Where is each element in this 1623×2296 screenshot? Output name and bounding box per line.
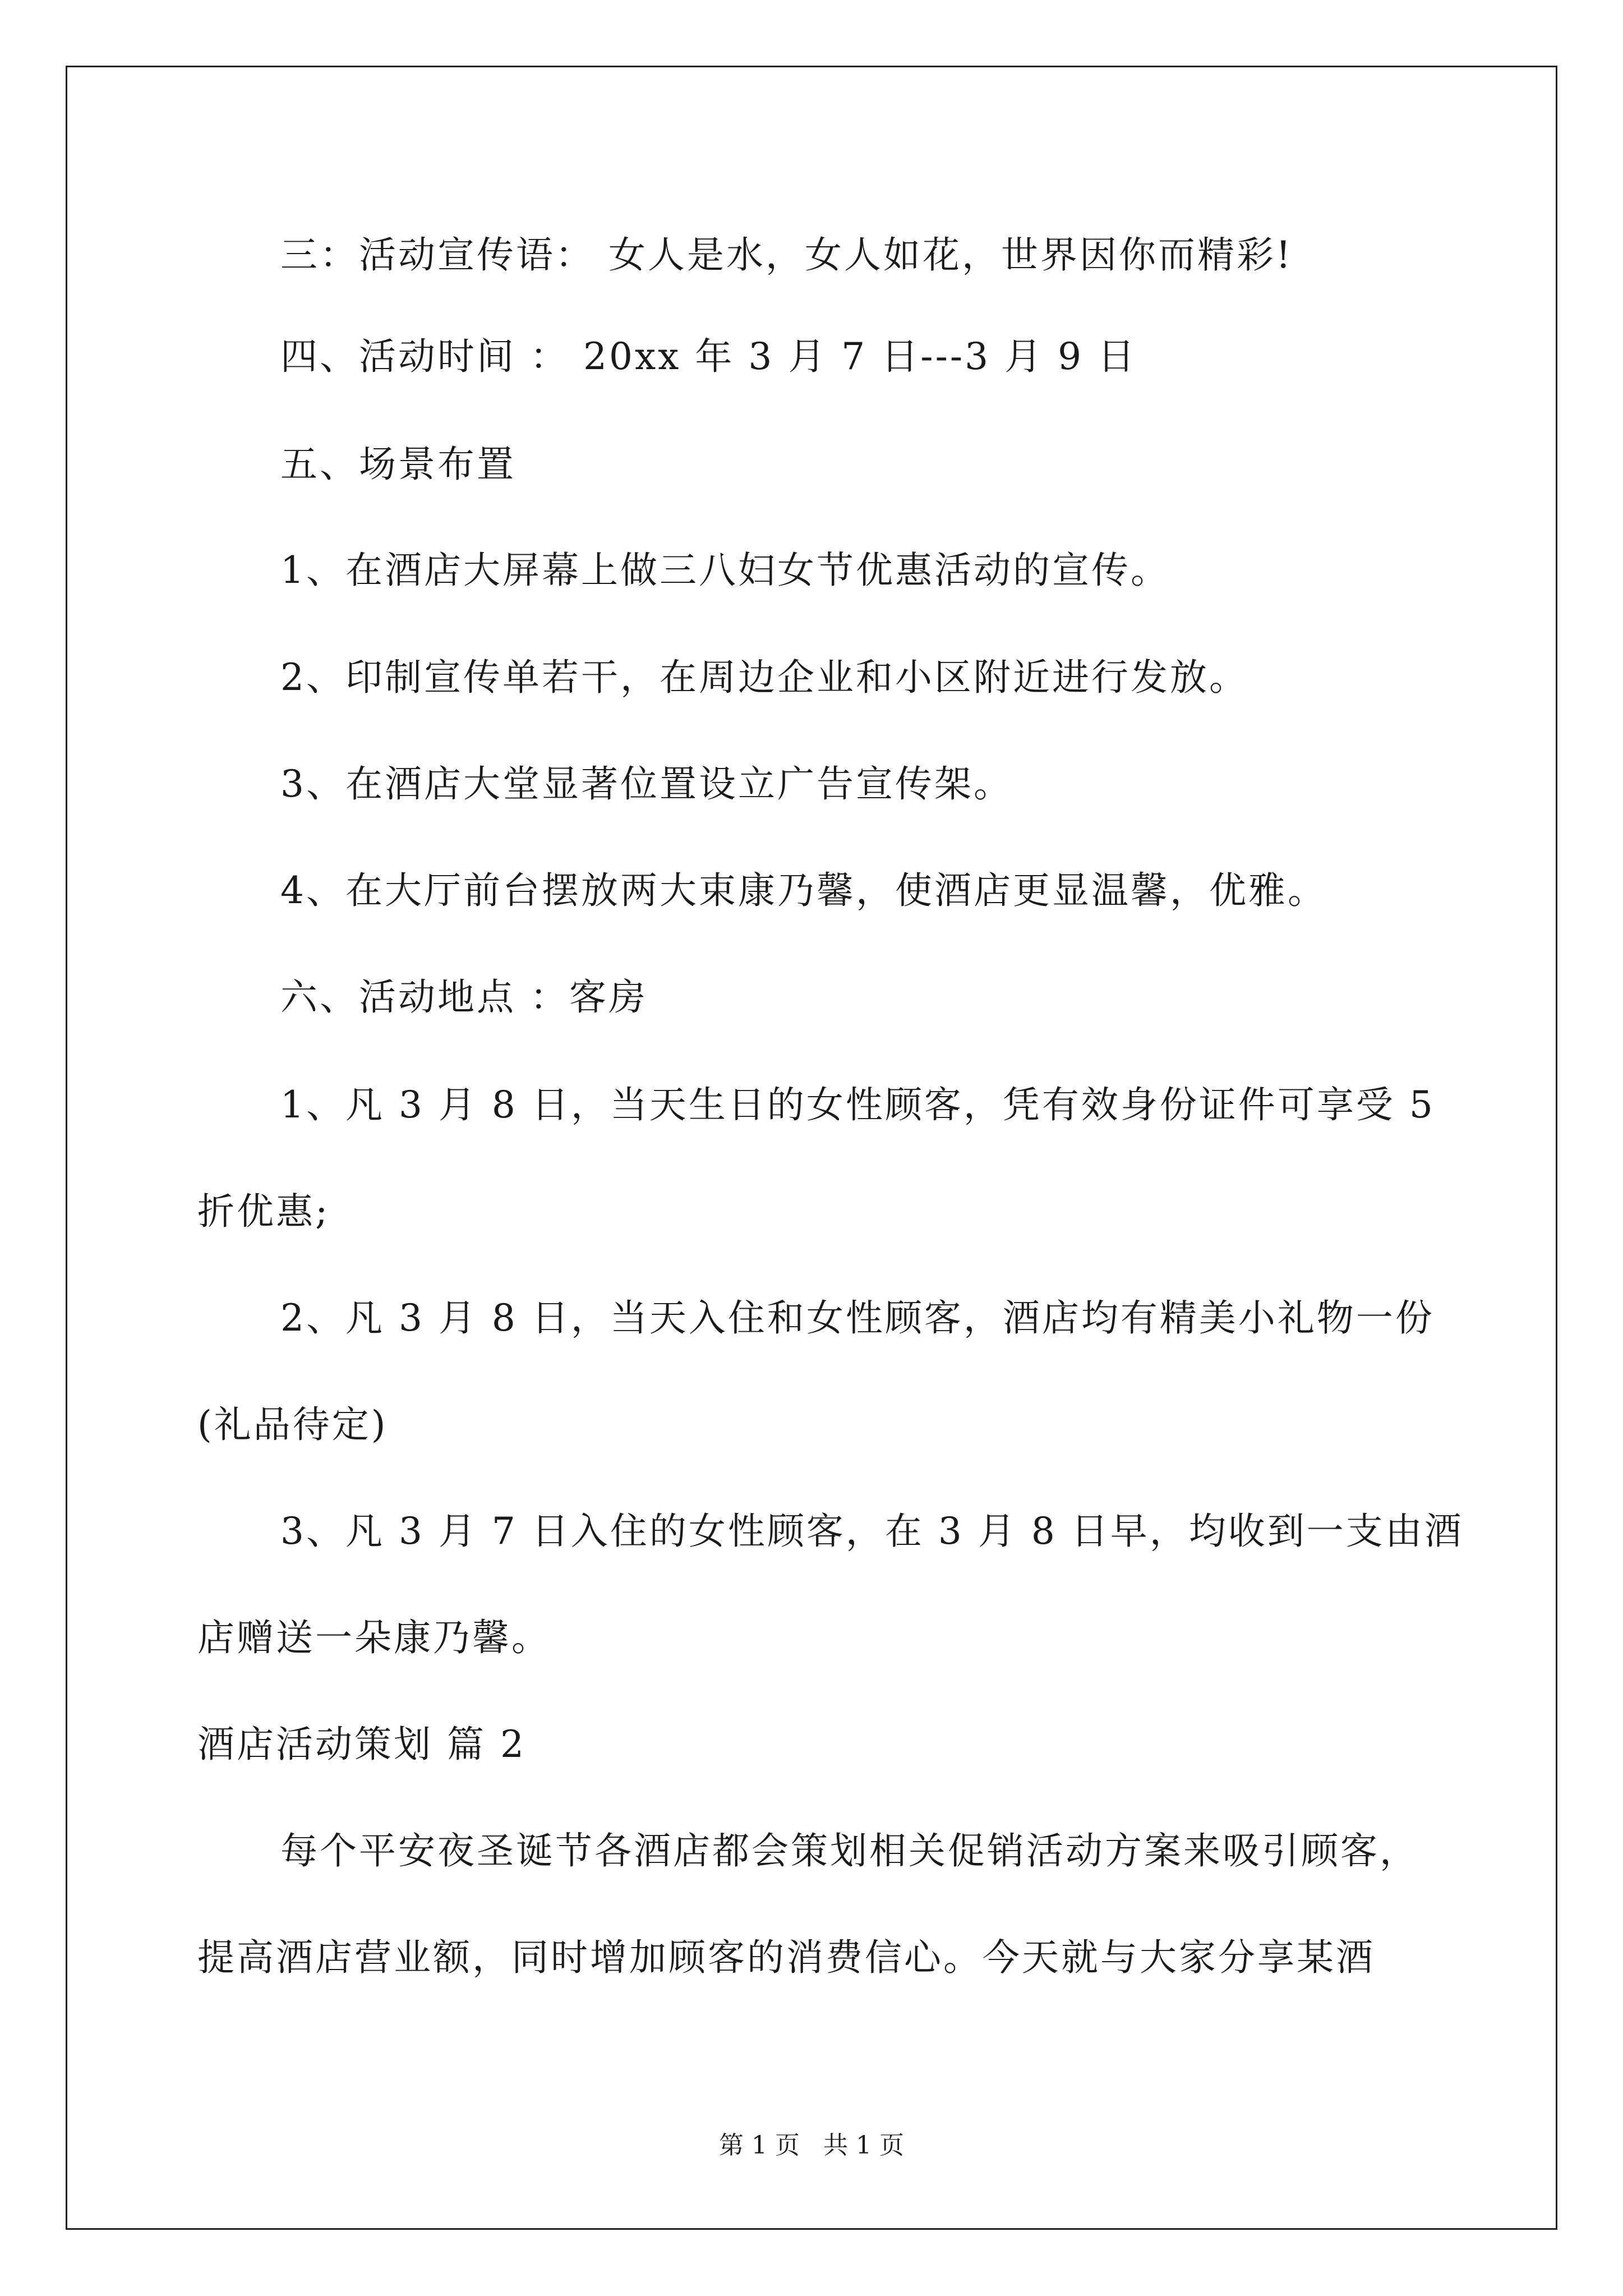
page-footer: 第 1 页 共 1 页	[719, 2131, 904, 2160]
doc-line: 店赠送一朵康乃馨。	[197, 1616, 551, 1659]
doc-line: 折优惠;	[197, 1190, 330, 1233]
doc-line: 1、凡 3 月 8 日，当天生日的女性顾客，凭有效身份证件可享受 5	[280, 1083, 1435, 1126]
doc-line: (礼品待定)	[197, 1403, 388, 1446]
doc-line: 三：活动宣传语： 女人是水，女人如花，世界因你而精彩!	[280, 233, 1293, 277]
doc-line: 2、印制宣传单若干，在周边企业和小区附近进行发放。	[280, 656, 1248, 699]
doc-line: 1、在酒店大屏幕上做三八妇女节优惠活动的宣传。	[280, 549, 1170, 592]
doc-line: 六、活动地点 ：客房	[280, 976, 648, 1019]
page-border	[66, 66, 1557, 2230]
doc-line: 每个平安夜圣诞节各酒店都会策划相关促销活动方案来吸引顾客，	[280, 1829, 1419, 1872]
doc-line: 提高酒店营业额，同时增加顾客的消费信心。今天就与大家分享某酒	[197, 1936, 1375, 1979]
doc-line: 2、凡 3 月 8 日，当天入住和女性顾客，酒店均有精美小礼物一份	[280, 1296, 1435, 1340]
doc-line: 四、活动时间 ： 20xx 年 3 月 7 日---3 月 9 日	[280, 335, 1137, 378]
doc-line: 3、凡 3 月 7 日入住的女性顾客，在 3 月 8 日早，均收到一支由酒	[280, 1510, 1464, 1553]
section-heading: 酒店活动策划 篇 2	[197, 1723, 526, 1766]
doc-line: 3、在酒店大堂显著位置设立广告宣传架。	[280, 762, 1013, 806]
doc-line: 五、场景布置	[280, 443, 516, 486]
doc-line: 4、在大厅前台摆放两大束康乃馨，使酒店更显温馨，优雅。	[280, 869, 1327, 912]
